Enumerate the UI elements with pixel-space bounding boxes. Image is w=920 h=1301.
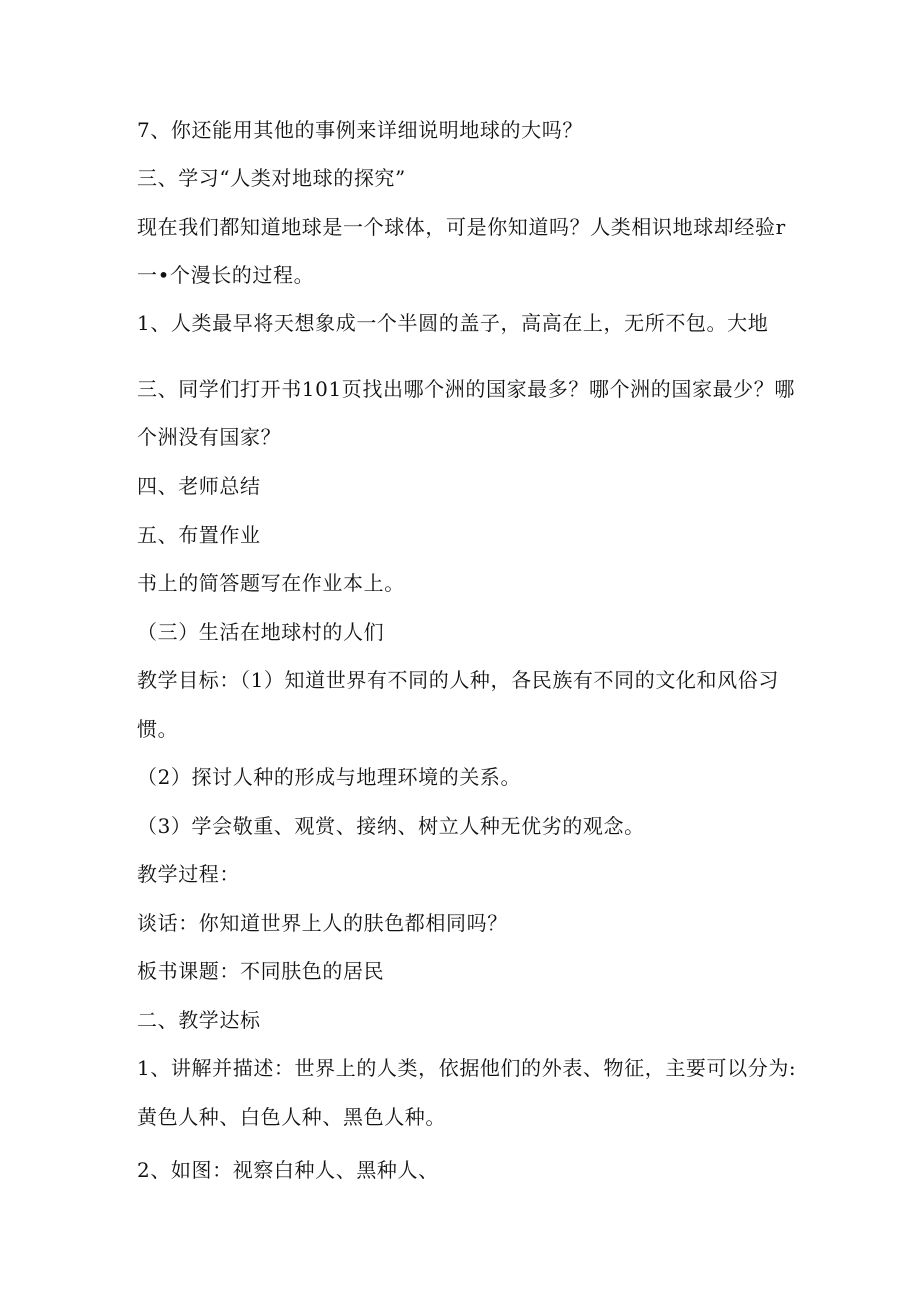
text-line-8: 四、老师总结 xyxy=(137,474,261,498)
text-line-4: 一•个漫长的过程。 xyxy=(137,263,315,287)
text-line-15: （3）学会敬重、观赏、接纳、树立人种无优劣的观念。 xyxy=(137,814,645,838)
text-line-20: 1、讲解并描述：世界上的人类，依据他们的外表、物征，主要可以分为: xyxy=(137,1056,797,1080)
text-line-2: 三、学习“人类对地球的探究” xyxy=(137,166,406,190)
text-line-6: 三、同学们打开书101页找出哪个洲的国家最多？哪个洲的国家最少？哪 xyxy=(137,377,795,401)
text-line-1: 7、你还能用其他的事例来详细说明地球的大吗？ xyxy=(137,118,583,142)
text-line-11: （三）生活在地球村的人们 xyxy=(137,620,385,644)
text-line-7: 个洲没有国家？ xyxy=(137,425,282,449)
text-line-22: 2、如图：视察白种人、黑种人、 xyxy=(137,1158,439,1182)
text-line-5: 1、人类最早将天想象成一个半圆的盖子，高高在上，无所不包。大地 xyxy=(137,311,769,335)
text-line-17: 谈话：你知道世界上人的肤色都相同吗？ xyxy=(137,911,508,935)
text-line-14: （2）探讨人种的形成与地理环境的关系。 xyxy=(137,765,522,789)
text-line-13: 惯。 xyxy=(137,717,179,741)
text-line-21: 黄色人种、白色人种、黑色人种。 xyxy=(137,1105,446,1129)
text-line-19: 二、教学达标 xyxy=(137,1008,261,1032)
text-line-12: 教学目标：（1）知道世界有不同的人种，各民族有不同的文化和风俗习 xyxy=(137,668,779,692)
text-line-16: 教学过程： xyxy=(137,862,240,886)
text-line-3: 现在我们都知道地球是一个球体，可是你知道吗？人类相识地球却经验r xyxy=(137,215,786,239)
text-line-9: 五、布置作业 xyxy=(137,523,261,547)
text-line-18: 板书课题：不同肤色的居民 xyxy=(137,959,385,983)
text-line-10: 书上的简答题写在作业本上。 xyxy=(137,571,405,595)
